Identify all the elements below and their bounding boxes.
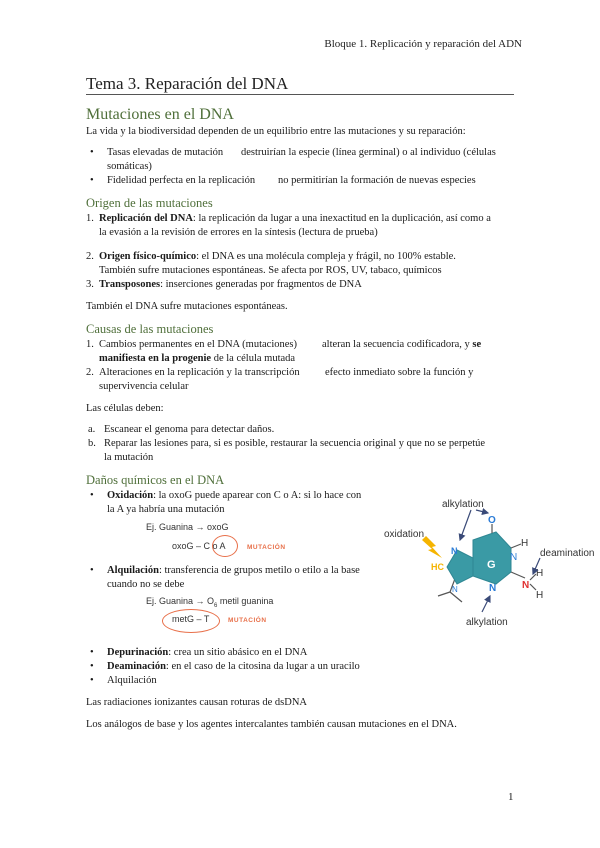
- arrow: [482, 596, 490, 612]
- mutacion-label: MUTACIÓN: [247, 544, 286, 551]
- atom-N3: N: [489, 583, 497, 594]
- atom-O: O: [488, 515, 496, 526]
- mutacion-label: MUTACIÓN: [228, 617, 267, 624]
- intro-text: La vida y la biodiversidad dependen de un equilibrio entre las mutaciones y su reparación:: [86, 126, 466, 137]
- atom-NH2-H2: H: [536, 590, 544, 601]
- heading-origen: Origen de las mutaciones: [86, 196, 213, 210]
- label-deamination: deamination: [540, 548, 595, 559]
- atom-H1: H: [521, 538, 529, 549]
- atom-NH2-N: N: [522, 580, 530, 591]
- origen-note: También el DNA sufre mutaciones espontáneas.: [86, 301, 288, 312]
- arrow: [476, 510, 488, 513]
- atom-G: G: [487, 559, 496, 571]
- page-number: 1: [508, 791, 514, 803]
- label-oxidation: oxidation: [384, 529, 425, 540]
- amino-bond: [511, 572, 525, 578]
- atom-N7: N: [451, 546, 458, 556]
- atom-N9: N: [452, 585, 458, 594]
- running-header: Bloque 1. Replicación y reparación del ADN: [324, 38, 522, 50]
- page-title: Tema 3. Reparación del DNA: [86, 74, 289, 93]
- heading-causas: Causas de las mutaciones: [86, 322, 214, 336]
- example-metG-pair: metG – T: [172, 614, 210, 624]
- radiaciones-text: Las radiaciones ionizantes causan roturas de dsDNA: [86, 697, 308, 708]
- example-oxoG: Ej. Guanina → oxoG: [146, 522, 229, 532]
- atom-N1: N: [510, 552, 518, 563]
- deben-text: Las células deben:: [86, 403, 164, 414]
- atom-HC: HC: [431, 562, 444, 572]
- lightning-icon: [422, 536, 442, 558]
- label-alkylation-top: alkylation: [442, 499, 484, 510]
- title-rule: [86, 94, 514, 95]
- example-metG: Ej. Guanina → $O_6$ metil guanina: [146, 596, 274, 609]
- highlight-circle: [212, 535, 238, 557]
- analogos-text: Los análogos de base y los agentes intercalantes también causan mutaciones en el DNA.: [86, 719, 457, 730]
- nh-bond: [511, 544, 521, 548]
- guanine-damage-figure: [378, 488, 595, 630]
- pyrimidine-ring: [473, 532, 511, 584]
- arrow: [460, 510, 471, 540]
- label-alkylation-bottom: alkylation: [466, 617, 508, 628]
- heading-danos: Daños químicos en el DNA: [86, 473, 225, 487]
- heading-mutaciones: Mutaciones en el DNA: [86, 106, 234, 123]
- example-oxoG-pair: oxoG – C o A: [172, 541, 226, 551]
- atom-NH2-H1: H: [536, 568, 544, 579]
